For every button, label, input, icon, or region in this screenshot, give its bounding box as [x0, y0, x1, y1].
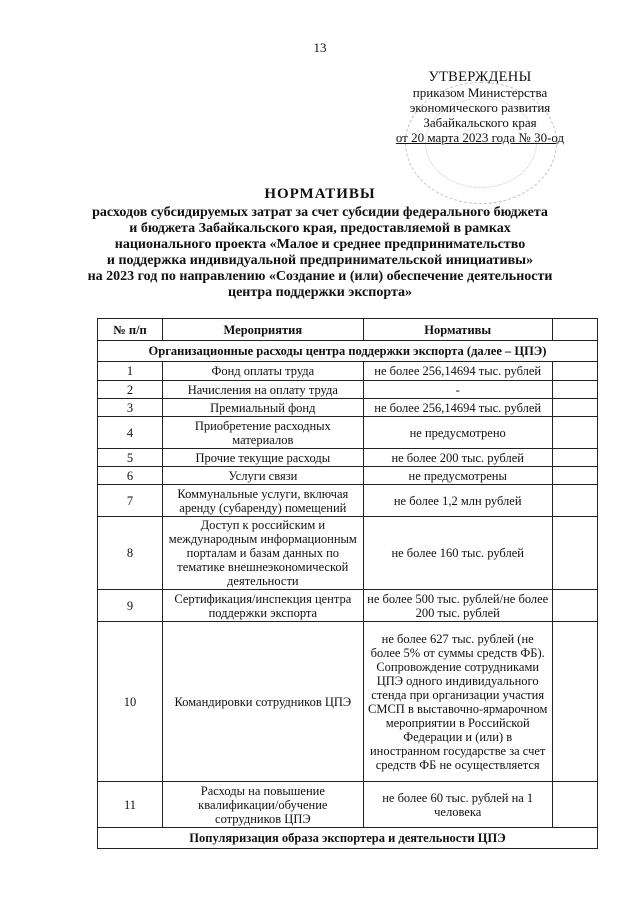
row-norm: не более 1,2 млн рублей	[363, 485, 552, 517]
table-row	[98, 399, 598, 417]
row-event: Расходы на повышение квалификации/обучение сотрудников ЦПЭ	[162, 782, 363, 828]
row-num: 8	[98, 517, 163, 590]
norms-table	[97, 318, 598, 849]
row-event: Фонд оплаты труда	[162, 362, 363, 381]
row-num: 11	[98, 782, 163, 828]
row-empty	[552, 399, 597, 417]
approval-line: приказом Министерства	[412, 85, 548, 100]
section-row	[98, 341, 598, 362]
approval-heading: УТВЕРЖДЕНЫ	[428, 69, 532, 85]
row-empty	[552, 449, 597, 467]
row-event: Командировки сотрудников ЦПЭ	[162, 622, 363, 782]
row-num: 9	[98, 590, 163, 622]
row-num: 4	[98, 417, 163, 449]
table-row	[98, 417, 598, 449]
row-empty	[552, 417, 597, 449]
section-title: Организационные расходы центра поддержки экспорта (далее – ЦПЭ)	[98, 341, 598, 362]
row-empty	[552, 362, 597, 381]
row-norm: не более 160 тыс. рублей	[363, 517, 552, 590]
page-number: 13	[313, 40, 327, 55]
table-row	[98, 485, 598, 517]
section-row	[98, 828, 598, 849]
table-row	[98, 517, 598, 590]
title-block	[0, 185, 640, 301]
row-norm: не предусмотрены	[363, 467, 552, 485]
header-norm: Нормативы	[363, 319, 552, 341]
row-event: Коммунальные услуги, включая аренду (субаренду) помещений	[162, 485, 363, 517]
table-row	[98, 782, 598, 828]
row-norm: не более 256,14694 тыс. рублей	[363, 399, 552, 417]
approval-line: экономического развития	[409, 100, 551, 115]
row-event: Услуги связи	[162, 467, 363, 485]
row-event: Прочие текущие расходы	[162, 449, 363, 467]
row-empty	[552, 590, 597, 622]
row-empty	[552, 467, 597, 485]
row-norm: -	[363, 381, 552, 399]
table-row	[98, 467, 598, 485]
document-title: НОРМАТИВЫ	[264, 186, 376, 202]
row-event: Премиальный фонд	[162, 399, 363, 417]
row-event: Доступ к российским и международным информационным порталам и базам данных по тематике внешнеэкономической деятельности	[162, 517, 363, 590]
row-num: 5	[98, 449, 163, 467]
table-row	[98, 449, 598, 467]
row-num: 2	[98, 381, 163, 399]
row-event: Приобретение расходных материалов	[162, 417, 363, 449]
approval-block	[360, 70, 600, 145]
table-header-row	[98, 319, 598, 341]
table-row	[98, 590, 598, 622]
table-row	[98, 381, 598, 399]
row-num: 7	[98, 485, 163, 517]
row-num: 6	[98, 467, 163, 485]
row-empty	[552, 485, 597, 517]
section-title: Популяризация образа экспортера и деятельности ЦПЭ	[98, 828, 598, 849]
row-num: 3	[98, 399, 163, 417]
row-event: Сертификация/инспекция центра поддержки экспорта	[162, 590, 363, 622]
row-empty	[552, 782, 597, 828]
row-empty	[552, 381, 597, 399]
row-num: 1	[98, 362, 163, 381]
row-num: 10	[98, 622, 163, 782]
header-num: № п/п	[98, 319, 163, 341]
table-row	[98, 622, 598, 782]
header-event: Мероприятия	[162, 319, 363, 341]
row-norm: не более 256,14694 тыс. рублей	[363, 362, 552, 381]
row-event: Начисления на оплату труда	[162, 381, 363, 399]
row-norm: не более 500 тыс. рублей/не более 200 тыс. рублей	[363, 590, 552, 622]
document-subtitle: расходов субсидируемых затрат за счет субсидии федерального бюджета и бюджета Забайкальского края, предоставляемой в рамках национального проекта «Малое и среднее предпринимательство и поддержка индивидуальной предпринимательской инициативы» на 2023 год по направлению «Создание и (или) обеспечение деятельности центра поддержки экспорта»	[87, 205, 553, 300]
table-row	[98, 362, 598, 381]
row-empty	[552, 622, 597, 782]
row-norm: не более 200 тыс. рублей	[363, 449, 552, 467]
row-norm: не более 627 тыс. рублей (не более 5% от суммы средств ФБ). Сопровождение сотрудниками ЦПЭ одного индивидуального стенда при организации участия СМСП в выставочно-ярмарочном мероприятии в Российской Федерации и (или) в иностранном государстве за счет средств ФБ не осуществляется	[363, 622, 552, 782]
row-empty	[552, 517, 597, 590]
approval-line: Забайкальского края	[423, 115, 537, 130]
approval-date: от 20 марта 2023 года № 30-од	[395, 130, 565, 145]
row-norm: не более 60 тыс. рублей на 1 человека	[363, 782, 552, 828]
row-norm: не предусмотрено	[363, 417, 552, 449]
header-empty	[552, 319, 597, 341]
